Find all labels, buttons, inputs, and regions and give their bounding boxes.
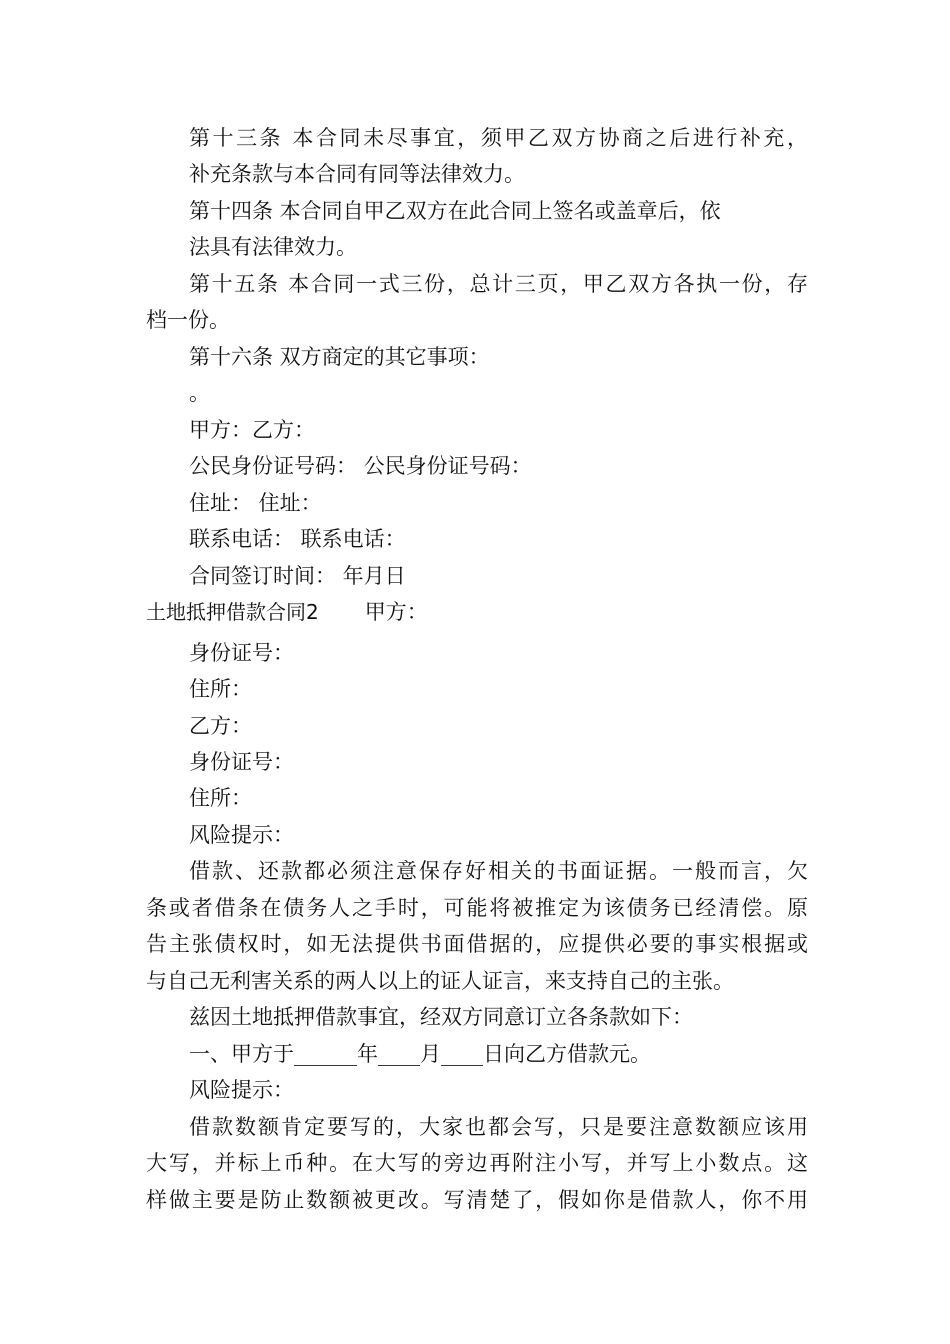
party-b-label: 乙方： (189, 714, 252, 738)
contract-2-title: 土地抵押借款合同2 (146, 600, 319, 624)
clause-15-line-1: 第十五条 本合同一式三份，总计三页，甲乙双方各执一份，存 (189, 272, 808, 296)
signature-parties: 甲方：乙方： (189, 418, 315, 442)
signature-addresses: 住址： 住址： (189, 491, 322, 515)
clause-14-line-1: 第十四条 本合同自甲乙双方在此合同上签名或盖章后，依 (189, 199, 721, 223)
risk-tip-2-line-1: 借款数额肯定要写的，大家也都会写，只是要注意数额应该用 (189, 1115, 808, 1139)
risk-tip-1-line-3: 告主张债权时，如无法提供书面借据的，应提供必要的事实根据或 (146, 932, 808, 956)
contract-2-heading (146, 598, 808, 626)
party-a-id: 身份证号： (189, 641, 294, 665)
risk-tip-1-line-2: 条或者借条在债务人之手时，可能将被推定为该债务已经清偿。原 (146, 896, 808, 920)
clause-16-blank: 。 (189, 381, 210, 405)
risk-tip-heading-2: 风险提示： (189, 1078, 294, 1102)
clause-13-line-2: 补充条款与本合同有同等法律效力。 (189, 162, 525, 186)
clause-15-line-2: 档一份。 (146, 308, 230, 332)
risk-tip-1-line-1: 借款、还款都必须注意保存好相关的书面证据。一般而言，欠 (189, 859, 808, 883)
party-a-address: 住所： (189, 677, 252, 701)
clause-16: 第十六条 双方商定的其它事项： (189, 345, 490, 369)
risk-tip-1-line-4: 与自己无利害关系的两人以上的证人证言，来支持自己的主张。 (146, 969, 734, 993)
clause-13-line-1: 第十三条 本合同未尽事宜，须甲乙双方协商之后进行补充， (189, 126, 808, 150)
clause-14-line-2: 法具有法律效力。 (189, 235, 357, 259)
article-1: 一、甲方于______年____月____日向乙方借款元。 (189, 1042, 651, 1066)
party-a-label: 甲方： (364, 600, 428, 624)
risk-tip-2-line-2: 大写，并标上币种。在大写的旁边再附注小写，并写上小数点。这 (146, 1151, 808, 1175)
risk-tip-heading-1: 风险提示： (189, 823, 294, 847)
signature-phones: 联系电话： 联系电话： (189, 527, 406, 551)
party-b-id: 身份证号： (189, 750, 294, 774)
signature-date: 合同签订时间： 年月日 (189, 564, 406, 588)
signature-id-numbers: 公民身份证号码： 公民身份证号码： (189, 454, 532, 478)
party-b-address: 住所： (189, 786, 252, 810)
preamble: 兹因土地抵押借款事宜，经双方同意订立各条款如下： (189, 1005, 693, 1029)
risk-tip-2-line-3: 样做主要是防止数额被更改。写清楚了，假如你是借款人，你不用 (146, 1188, 808, 1212)
